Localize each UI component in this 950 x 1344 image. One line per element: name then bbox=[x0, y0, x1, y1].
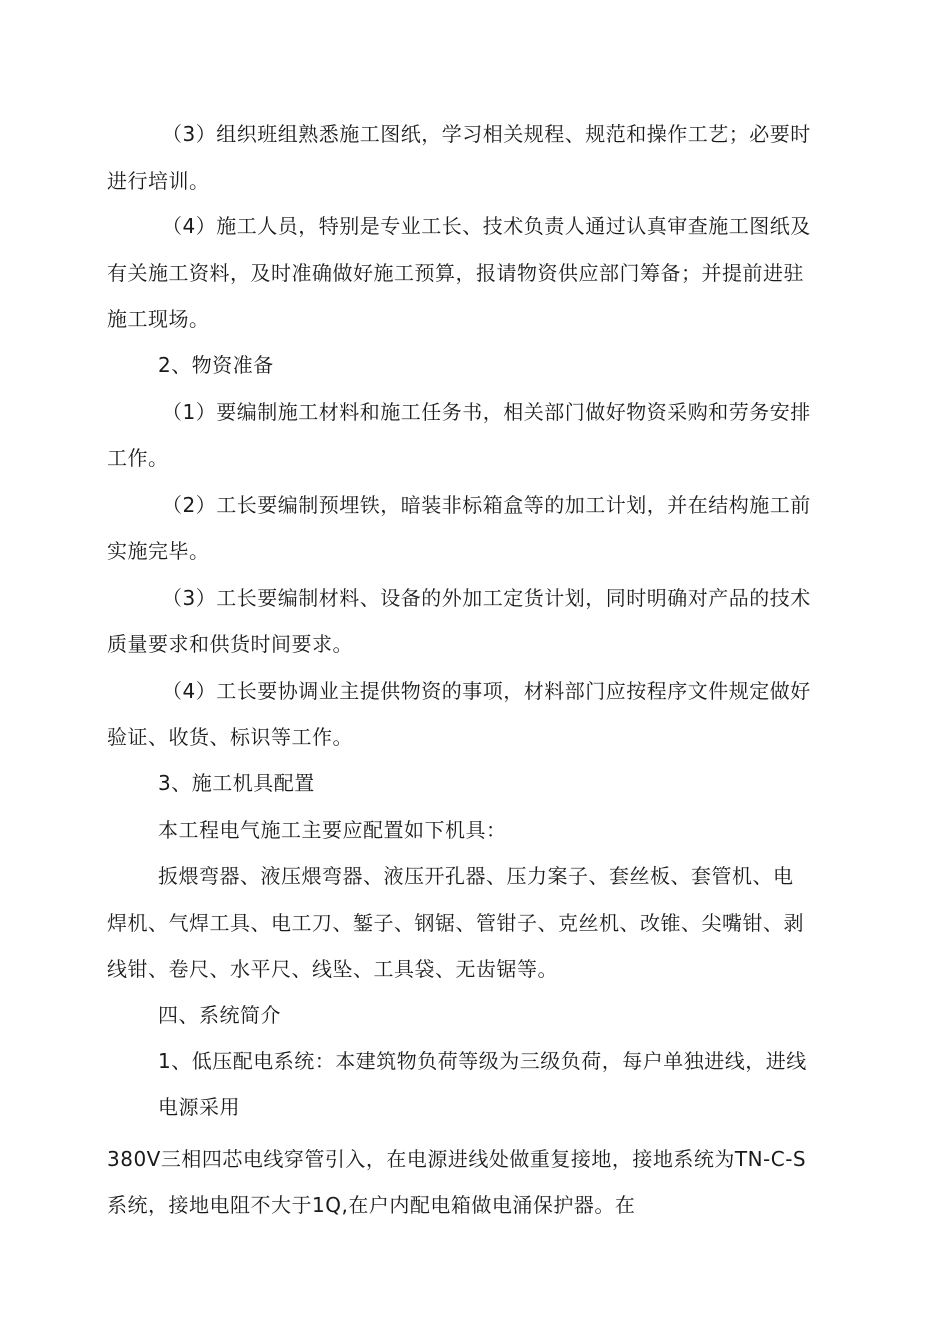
paragraph-line: 实施完毕。 bbox=[107, 539, 210, 563]
paragraph-line: （4）施工人员，特别是专业工长、技术负责人通过认真审查施工图纸及 bbox=[162, 214, 811, 238]
paragraph-line: 380V三相四芯电线穿管引入，在电源进线处做重复接地，接地系统为TN-C-S bbox=[107, 1147, 807, 1171]
paragraph-line: 焊机、气焊工具、电工刀、錾子、钢锯、管钳子、克丝机、改锥、尖嘴钳、剥 bbox=[107, 911, 804, 935]
paragraph-line: （3）组织班组熟悉施工图纸，学习相关规程、规范和操作工艺；必要时 bbox=[162, 122, 811, 146]
paragraph-line: （3）工长要编制材料、设备的外加工定货计划，同时明确对产品的技术 bbox=[162, 586, 811, 610]
paragraph-line: （1）要编制施工材料和施工任务书，相关部门做好物资采购和劳务安排 bbox=[162, 400, 811, 424]
paragraph-line: 工作。 bbox=[107, 446, 169, 470]
paragraph-line: 系统，接地电阻不大于1Q,在户内配电箱做电涌保护器。在 bbox=[107, 1193, 636, 1217]
paragraph-line: （4）工长要协调业主提供物资的事项，材料部门应按程序文件规定做好 bbox=[162, 679, 811, 703]
section-heading: 四、系统简介 bbox=[158, 1003, 281, 1027]
paragraph-line: （2）工长要编制预埋铁，暗装非标箱盒等的加工计划，并在结构施工前 bbox=[162, 493, 811, 517]
paragraph-line: 电源采用 bbox=[158, 1095, 240, 1119]
paragraph-line: 验证、收货、标识等工作。 bbox=[107, 725, 353, 749]
paragraph-line: 进行培训。 bbox=[107, 169, 210, 193]
paragraph-line: 施工现场。 bbox=[107, 307, 210, 331]
paragraph-line: 1、低压配电系统：本建筑物负荷等级为三级负荷，每户单独进线，进线 bbox=[158, 1049, 807, 1073]
paragraph-line: 扳煨弯器、液压煨弯器、液压开孔器、压力案子、套丝板、套管机、电 bbox=[158, 864, 794, 888]
paragraph-line: 质量要求和供货时间要求。 bbox=[107, 632, 353, 656]
section-heading: 2、物资准备 bbox=[158, 353, 274, 377]
paragraph-line: 线钳、卷尺、水平尺、线坠、工具袋、无齿锯等。 bbox=[107, 957, 558, 981]
paragraph-line: 本工程电气施工主要应配置如下机具： bbox=[158, 818, 507, 842]
paragraph-line: 有关施工资料，及时准确做好施工预算，报请物资供应部门筹备；并提前进驻 bbox=[107, 261, 804, 285]
section-heading: 3、施工机具配置 bbox=[158, 771, 315, 795]
